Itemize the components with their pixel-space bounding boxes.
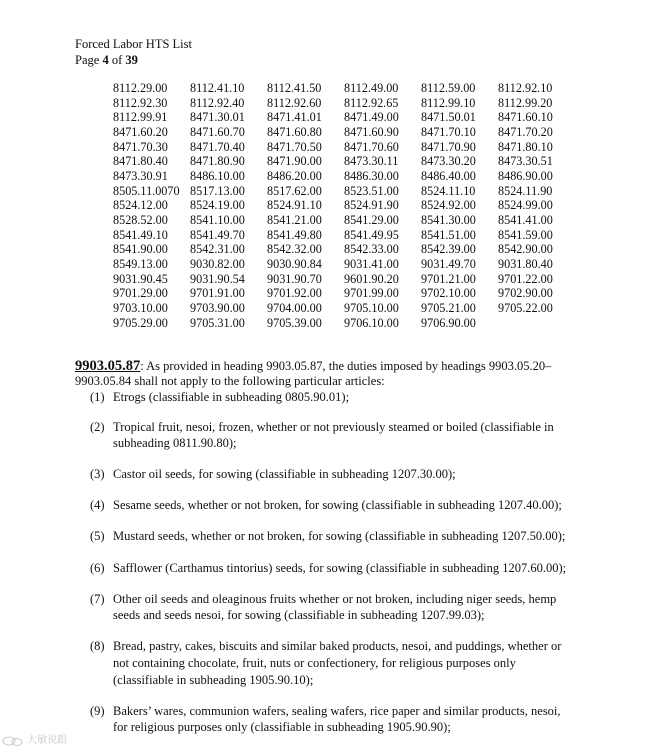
hts-code: 8473.30.11 [344,154,399,169]
watermark-text: 大敏说跟 [27,735,67,746]
article-text: Castor oil seeds, for sowing (classifiable in subheading 1207.30.00); [113,467,456,482]
hts-code: 8524.92.00 [421,198,476,213]
hts-code: 9706.90.00 [421,315,476,330]
hts-code: 8542.31.00 [190,242,245,257]
hts-code: 8541.49.95 [344,227,399,242]
hts-code: 8524.91.90 [344,198,399,213]
hts-code: 8471.70.40 [190,139,245,154]
hts-code: 8541.49.70 [190,227,245,242]
article-list [75,389,575,736]
hts-code: 9601.90.20 [344,271,399,286]
hts-code: 8486.20.00 [267,168,322,183]
hts-code: 8523.51.00 [344,183,399,198]
article-item [75,528,575,545]
article-number: (4) [90,498,105,513]
page-indicator [75,53,192,69]
article-item [75,466,575,483]
hts-code: 8471.60.80 [267,124,322,139]
hts-code: 8541.59.00 [498,227,553,242]
article-number: (8) [90,639,105,654]
hts-code: 8112.92.60 [267,95,322,110]
article-text: Safflower (Carthamus tintorius) seeds, for sowing (classifiable in subheading 1207.60.00); [113,560,567,575]
hts-code: 8112.59.00 [421,81,476,95]
hts-code: 9705.22.00 [498,300,553,315]
hts-code: 8541.10.00 [190,212,245,227]
hts-code: 8486.30.00 [344,168,399,183]
watermark [2,734,67,749]
hts-code: 8528.52.00 [113,212,168,227]
hts-code: 8471.80.40 [113,154,168,169]
hts-code: 8542.33.00 [344,242,399,257]
hts-code: 8471.70.50 [267,139,322,154]
page-number: 4 [102,52,109,67]
document-title: Forced Labor HTS List [75,37,192,51]
hts-code: 8112.92.65 [344,95,399,110]
wechat-logo-icon [2,736,24,746]
hts-code: 9031.41.00 [344,256,399,271]
article-number: (6) [90,560,105,575]
hts-code: 8112.41.50 [267,81,322,95]
hts-code: 8471.60.70 [190,124,245,139]
hts-code: 8524.11.10 [421,183,476,198]
hts-code: 8471.70.90 [421,139,476,154]
hts-code: 8471.90.00 [267,154,322,169]
hts-code: 9031.90.45 [113,271,168,286]
hts-code: 9031.49.70 [421,256,476,271]
hts-code: 8112.49.00 [344,81,399,95]
article-text: Bread, pastry, cakes, biscuits and similar baked products, nesoi, and puddings, whether or not containing chocolate, fruit, nuts or confectionery, for religious purposes only (classifiable in subheading 1905.90.10); [113,639,562,687]
section-lead-text: : As provided in heading 9903.05.87, the duties imposed by headings 9903.05.20–9903.05.84 shall not apply to the following particular articles: [75,359,552,388]
hts-code: 8473.30.51 [498,154,553,169]
article-item [75,638,575,688]
page-of: of [108,52,126,67]
article-number: (7) [90,591,105,606]
hts-code: 9030.90.84 [267,256,322,271]
hts-code: 9031.90.70 [267,271,322,286]
article-text: Bakers’ wares, communion wafers, sealing wafers, rice paper and similar products, nesoi, for religious purposes only (classifiable in subheading 1905.90.90); [113,703,561,735]
hts-code: 9702.10.00 [421,286,476,301]
hts-code: 9703.10.00 [113,300,168,315]
hts-code: 8471.80.90 [190,154,245,169]
article-text: Tropical fruit, nesoi, frozen, whether or not previously steamed or boiled (classifiable in subheading 0811.90.80); [113,419,554,451]
article-number: (2) [90,419,105,434]
hts-code: 9706.10.00 [344,315,399,330]
article-text: Sesame seeds, whether or not broken, for sowing (classifiable in subheading 1207.40.00); [113,498,562,513]
article-item [75,389,575,406]
hts-code: 8517.62.00 [267,183,322,198]
hts-code: 9701.91.00 [190,286,245,301]
hts-code: 8541.41.00 [498,212,553,227]
hts-code: 8471.70.20 [498,124,553,139]
hts-code: 9704.00.00 [267,300,322,315]
hts-code: 8541.49.80 [267,227,322,242]
hts-code: 8524.11.90 [498,183,553,198]
hts-code: 9031.80.40 [498,256,553,271]
hts-code-grid [113,81,575,330]
hts-code: 8471.60.10 [498,110,553,125]
hts-code: 9701.92.00 [267,286,322,301]
article-item [75,419,575,452]
hts-code: 8471.49.00 [344,110,399,125]
hts-code: 8541.49.10 [113,227,168,242]
article-text: Mustard seeds, whether or not broken, for sowing (classifiable in subheading 1207.50.00); [113,529,566,544]
section-lead [75,359,575,389]
article-item [75,497,575,514]
hts-code: 8112.92.30 [113,95,168,110]
hts-code: 8473.30.20 [421,154,476,169]
hts-code: 9705.21.00 [421,300,476,315]
hts-code: 8524.12.00 [113,198,168,213]
article-item [75,591,575,624]
hts-code: 9701.29.00 [113,286,168,301]
hts-code: 9703.90.00 [190,300,245,315]
hts-code: 9031.90.54 [190,271,245,286]
hts-code: 8471.50.01 [421,110,476,125]
article-text: Other oil seeds and oleaginous fruits whether or not broken, including niger seeds, hemp seeds and seeds nesoi, for sowing (classifiable in subheading 1207.99.03); [113,591,557,623]
hts-code: 8541.90.00 [113,242,168,257]
hts-code: 9701.22.00 [498,271,553,286]
heading-code: 9903.05.87 [75,358,141,374]
hts-code: 9701.21.00 [421,271,476,286]
hts-code: 9702.90.00 [498,286,553,301]
hts-code: 8471.70.30 [113,139,168,154]
hts-code: 8541.30.00 [421,212,476,227]
hts-code: 8524.91.10 [267,198,322,213]
hts-code: 9705.29.00 [113,315,168,330]
hts-code: 8112.92.40 [190,95,245,110]
hts-code: 8471.41.01 [267,110,322,125]
article-item [75,703,575,736]
hts-code: 8541.21.00 [267,212,322,227]
hts-code: 8112.92.10 [498,81,553,95]
article-number: (9) [90,703,105,718]
hts-code: 8524.99.00 [498,198,553,213]
hts-code: 9030.82.00 [190,256,245,271]
hts-code: 8542.32.00 [267,242,322,257]
article-item [75,560,575,577]
hts-code: 8112.99.91 [113,110,168,125]
hts-code: 9705.31.00 [190,315,245,330]
hts-code: 8486.10.00 [190,168,245,183]
hts-code: 9701.99.00 [344,286,399,301]
article-text: Etrogs (classifiable in subheading 0805.90.01); [113,390,350,404]
article-number: (5) [90,529,105,544]
hts-code: 8542.39.00 [421,242,476,257]
hts-code: 8471.60.90 [344,124,399,139]
article-number: (1) [90,390,105,404]
hts-code: 8542.90.00 [498,242,553,257]
heading-section [75,359,575,750]
hts-code: 9705.10.00 [344,300,399,315]
hts-code: 8524.19.00 [190,198,245,213]
hts-code: 8541.51.00 [421,227,476,242]
article-number: (3) [90,467,105,482]
hts-code: 8112.99.20 [498,95,553,110]
hts-code: 9705.39.00 [267,315,322,330]
hts-code: 8471.80.10 [498,139,553,154]
hts-code: 8549.13.00 [113,256,168,271]
hts-code: 8473.30.91 [113,168,168,183]
hts-code: 8112.99.10 [421,95,476,110]
page-total: 39 [125,52,138,67]
hts-code: 8517.13.00 [190,183,245,198]
hts-code: 8486.40.00 [421,168,476,183]
hts-code: 8112.41.10 [190,81,245,95]
hts-code: 8471.70.10 [421,124,476,139]
hts-code: 8505.11.0070 [113,183,180,198]
page-header [75,37,192,68]
hts-code: 8486.90.00 [498,168,553,183]
hts-code: 8471.60.20 [113,124,168,139]
hts-code: 8471.70.60 [344,139,399,154]
page-prefix: Page [75,52,103,67]
hts-code: 8112.29.00 [113,81,168,95]
hts-code: 8471.30.01 [190,110,245,125]
hts-code: 8541.29.00 [344,212,399,227]
